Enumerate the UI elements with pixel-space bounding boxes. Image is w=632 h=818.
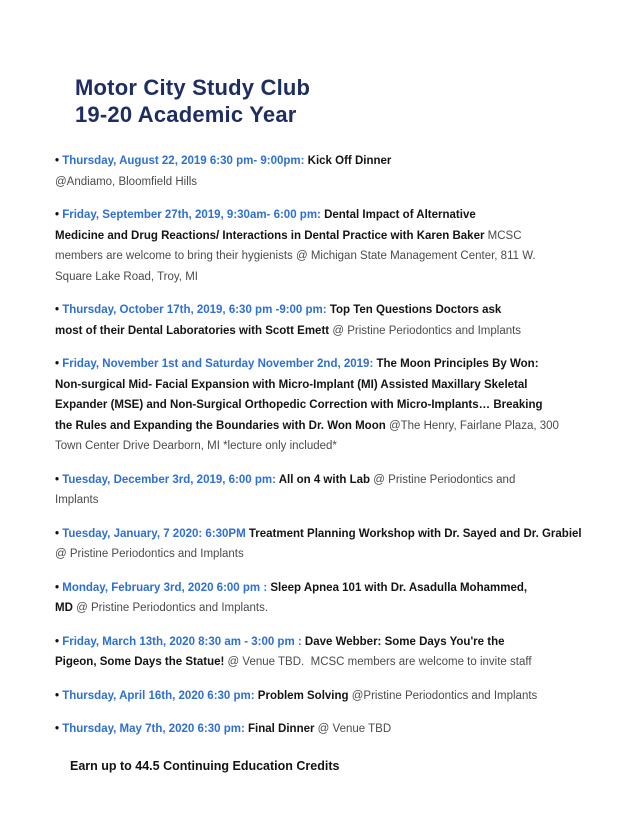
event-details: @ Venue TBD: [314, 723, 392, 735]
page-title-line2: 19-20 Academic Year: [75, 102, 297, 127]
event-datetime: Friday, September 27th, 2019, 9:30am- 6:00 pm:: [62, 209, 325, 221]
event-title: Treatment Planning Workshop with Dr. Sayed and Dr. Grabiel: [248, 527, 582, 540]
event-title: All on 4 with Lab: [278, 473, 371, 486]
event-item: [55, 686, 615, 707]
event-details: members are welcome to bring their hygienists @ Michigan State Management Center, 811 W.: [55, 250, 536, 262]
bullet-icon: •: [55, 358, 63, 370]
event-item: [55, 719, 615, 740]
page-title: [75, 0, 632, 128]
bullet-icon: •: [55, 527, 63, 540]
event-datetime: Thursday, May 7th, 2020 6:30 pm:: [62, 723, 249, 735]
event-datetime: Thursday, August 22, 2019 6:30 pm- 9:00pm:: [62, 155, 308, 167]
event-title: Medicine and Drug Reactions/ Interactions in Dental Practice with Karen Baker: [55, 229, 485, 242]
event-title: Final Dinner: [248, 723, 315, 735]
bullet-icon: •: [55, 473, 63, 486]
event-item: [55, 151, 615, 192]
bullet-icon: •: [55, 581, 63, 594]
event-details: @Andiamo, Bloomfield Hills: [55, 175, 198, 188]
event-datetime: Thursday, October 17th, 2019, 6:30 pm -9:00 pm:: [62, 304, 330, 316]
event-details: @Pristine Periodontics and Implants: [348, 689, 538, 702]
event-title: The Moon Principles By Won:: [376, 358, 539, 370]
event-datetime: Friday, November 1st and Saturday November 2nd, 2019:: [62, 358, 377, 370]
event-item: [55, 578, 615, 619]
event-title: Dave Webber: Some Days You're the: [304, 635, 505, 648]
bullet-icon: •: [55, 723, 63, 735]
event-item: [55, 300, 615, 341]
event-title: most of their Dental Laboratories with Scott Emett: [55, 324, 330, 337]
event-details: MCSC: [484, 229, 522, 242]
event-item: [55, 632, 615, 673]
page-title-line1: Motor City Study Club: [75, 75, 311, 100]
event-title: Dental Impact of Alternative: [324, 209, 476, 221]
credits-note: Earn up to 44.5 Continuing Education Credits: [70, 758, 340, 773]
event-datetime: Monday, February 3rd, 2020 6:00 pm :: [62, 581, 271, 594]
event-title: Sleep Apnea 101 with Dr. Asadulla Mohammed,: [270, 581, 528, 594]
event-title: Expander (MSE) and Non-Surgical Orthopedic Correction with Micro-Implants… Breaking: [55, 399, 543, 411]
event-details: @ Pristine Periodontics and: [370, 473, 516, 486]
event-title: Pigeon, Some Days the Statue!: [55, 656, 225, 668]
bullet-icon: •: [55, 635, 63, 648]
event-details: Square Lake Road, Troy, MI: [55, 270, 198, 283]
event-details: @ Pristine Periodontics and Implants: [329, 324, 522, 337]
event-details: @ Pristine Periodontics and Implants.: [72, 602, 269, 614]
bullet-icon: •: [55, 689, 63, 702]
event-title: Problem Solving: [257, 689, 349, 702]
bullet-icon: •: [55, 155, 63, 167]
event-item: [55, 354, 615, 457]
event-title: Top Ten Questions Doctors ask: [329, 304, 502, 316]
event-item: [55, 205, 615, 287]
event-details: Town Center Drive Dearborn, MI *lecture only included*: [55, 440, 337, 452]
event-title: Kick Off Dinner: [307, 155, 392, 167]
event-item: [55, 470, 615, 511]
event-details: @ Pristine Periodontics and Implants: [55, 548, 244, 560]
event-details: @ Venue TBD. MCSC members are welcome to invite staff: [224, 656, 532, 668]
event-datetime: Tuesday, January, 7 2020: 6:30PM: [62, 527, 249, 540]
event-details: @The Henry, Fairlane Plaza, 300: [385, 419, 559, 432]
event-title: the Rules and Expanding the Boundaries with Dr. Won Moon: [55, 419, 386, 432]
event-title: MD: [55, 602, 73, 614]
event-datetime: Thursday, April 16th, 2020 6:30 pm:: [62, 689, 258, 702]
bullet-icon: •: [55, 209, 63, 221]
events-list: [55, 151, 615, 740]
event-details: Implants: [55, 494, 99, 506]
event-item: [55, 524, 615, 565]
event-datetime: Friday, March 13th, 2020 8:30 am - 3:00 pm :: [62, 635, 305, 648]
bullet-icon: •: [55, 304, 63, 316]
event-title: Non-surgical Mid- Facial Expansion with Micro-Implant (MI) Assisted Maxillary Skeletal: [55, 378, 528, 391]
event-datetime: Tuesday, December 3rd, 2019, 6:00 pm:: [62, 473, 279, 486]
